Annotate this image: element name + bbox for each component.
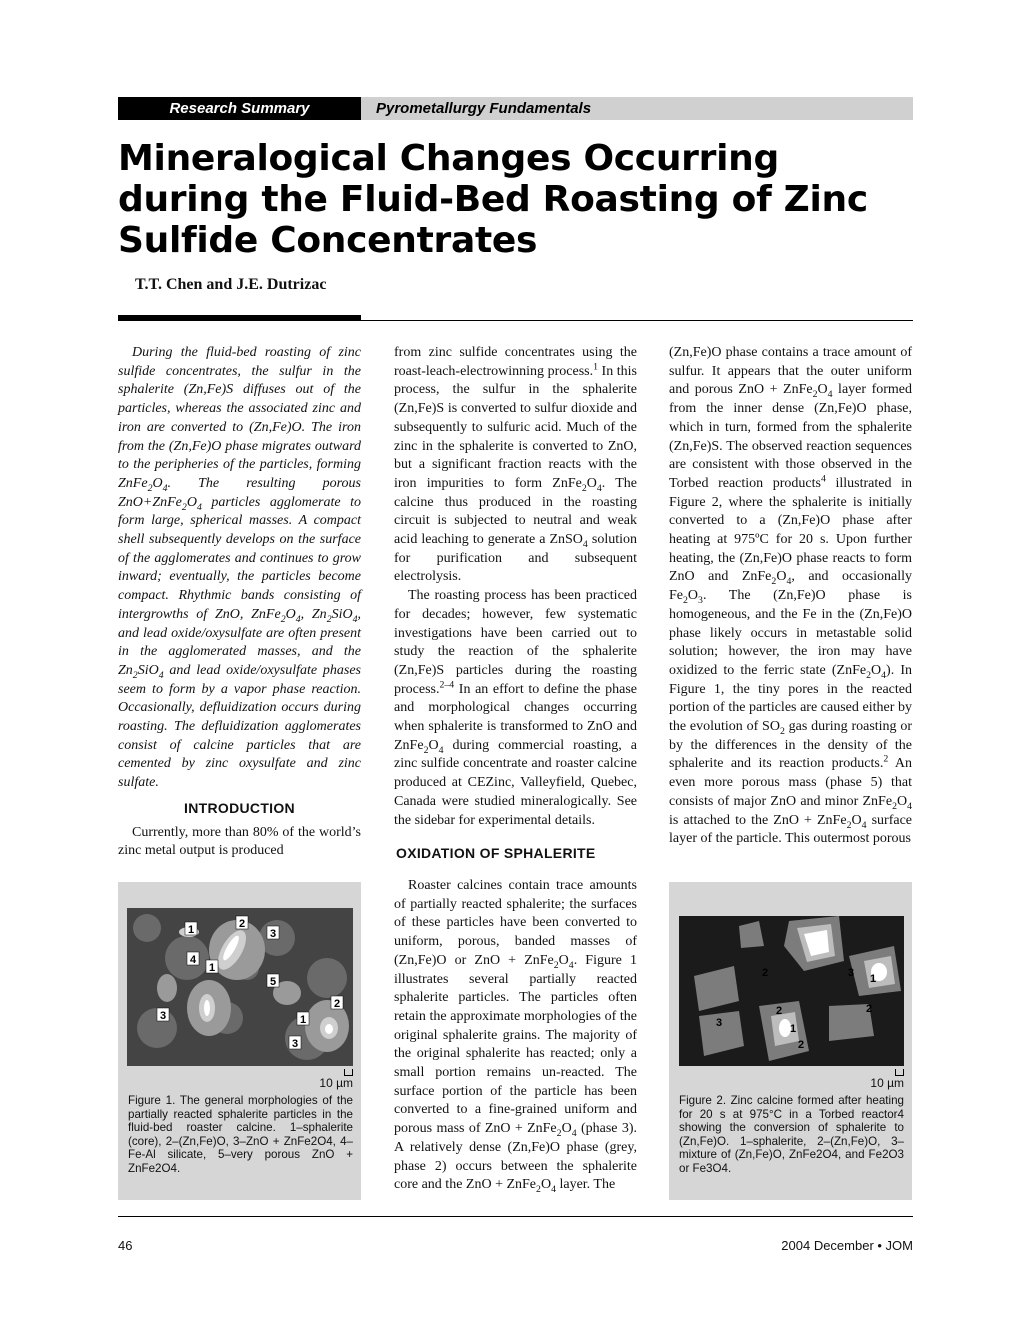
scale-bar: [344, 1069, 353, 1076]
fig2-label: 3: [847, 967, 855, 979]
heading-oxidation: OXIDATION OF SPHALERITE: [396, 845, 596, 862]
title-rule-thick: [118, 315, 361, 321]
figure-1-scale: 10 µm: [319, 1076, 353, 1090]
fig1-label: 4: [189, 954, 197, 966]
fig1-label: 5: [269, 976, 277, 988]
column-2: [394, 344, 637, 1195]
intro-continued: from zinc sulfide concentrates using the roast-leach-electrowinning process.$^1$ In this process, the sulfur in the sphalerite (Zn,Fe)S is converted to sulfur dioxide and subsequently to sulfuric acid. Much of the zinc in the sphalerite is converted to ZnO, but a significant fraction reacts with the iron impurities to form $ZnFe_2O_4$. The calcine thus produced in the roasting circuit is subjected to neutral and weak acid leaching to generate a ZnSO$_4$ solution for purification and subsequent electrolysis.: [394, 345, 638, 585]
fig1-label: 3: [269, 928, 277, 940]
fig1-label: 1: [187, 924, 195, 936]
article-title: Mineralogical Changes Occurring during the Fluid-Bed Roasting of Zinc Sulfide Concentrates: [118, 138, 868, 261]
scale-bar: [895, 1069, 904, 1076]
heading-introduction: INTRODUCTION: [184, 799, 295, 816]
fig1-label: 3: [291, 1038, 299, 1050]
oxidation-continued: (Zn,Fe)O phase contains a trace amount of sulfur. It appears that the outer uniform and porous ZnO + $ZnFe_2O_4$ layer formed from the inner dense (Zn,Fe)O phase, which in turn, formed from the sphalerite (Zn,Fe)S. The observed reaction sequences are consistent with those observed in the Torbed reaction products$^4$ illustrated in Figure 2, where the sphalerite is initially converted to a (Zn,Fe)O phase after heating at 975ºC for 20 s. Upon further heating, the (Zn,Fe)O phase reacts to form ZnO and $ZnFe_2O_4$, and occasionally $Fe_2O_3$. The (Zn,Fe)O phase is homogeneous, and the Fe in the (Zn,Fe)O phase likely occurs in metastable solid solution; however, the iron may have oxidized to the ferric state $(ZnFe_2O_4)$. In Figure 1, the tiny pores in the reacted portion of the particles are caused either by the evolution of $SO_2$ gas during roasting or by the differences in the density of the sphalerite and its reaction products.$^2$ An even more porous mass (phase 5) that consists of major ZnO and minor $ZnFe_2O_4$ is attached to the ZnO + $ZnFe_2O_4$ surface layer of the particle. This outermost porous: [669, 345, 913, 847]
figure-2-micrograph: [679, 916, 904, 1066]
fig2-label: 1: [869, 973, 877, 985]
abstract: During the fluid-bed roasting of zinc sulfide concentrates, the sulfur in the sphalerite (Zn,Fe)S diffuses out of the particles, whereas the associated zinc and iron are converted to (Zn,Fe)O. The iron from the (Zn,Fe)O phase migrates outward to the peripheries of the particles, forming $ZnFe_2O_4$. The resulting porous $ZnO+ZnFe_2O_4$ particles agglomerate to form large, spherical masses. A compact shell subsequently develops on the surface of the agglomerates and continues to grow inward; eventually, the particles become compact. Rhythmic bands consisting of intergrowths of ZnO, $ZnFe_2O_4$, $Zn_2SiO_4$, and lead oxide/oxysulfate are often present in the agglomerated masses, and the $Zn_2SiO_4$ and lead oxide/oxysulfate phases seem to form by a vapor phase reaction. Occasionally, defluidization occurs during roasting. The defluidization agglomerates consist of calcine particles that are cemented by zinc oxysulfate and zinc sulfate.: [118, 345, 361, 791]
section-header-bar: [118, 97, 913, 120]
intro-paragraph: Currently, more than 80% of the world’s zinc metal output is produced: [118, 824, 361, 859]
fig1-label: 1: [299, 1014, 307, 1026]
figure-1-caption: Figure 1. The general morphologies of the partially reacted sphalerite particles in the fluid-bed roaster calcine. 1–sphalerite (core), 2–(Zn,Fe)O, 3–ZnO + ZnFe2O4, 4–Fe-Al silicate, 5–very porous ZnO + ZnFe2O4.: [128, 1094, 353, 1175]
topic-label: Pyrometallurgy Fundamentals: [376, 100, 592, 117]
fig2-label: 1: [789, 1023, 797, 1035]
fig1-label: 2: [333, 998, 341, 1010]
column-3: [669, 344, 912, 849]
oxidation-paragraph: Roaster calcines contain trace amounts of partially reacted sphalerite; the surfaces of these particles have been converted to uniform, porous, banded masses of (Zn,Fe)O or ZnO + $ZnFe_2O_4$. Figure 1 illustrates several partially reacted sphalerite particles. The particles often retain the approximate morphologies of the original sphalerite grains. The majority of the original sphalerite has reacted; only a small portion remains un-reacted. The surface portion of the particle has been converted to a fine-grained uniform and porous mass of ZnO + $ZnFe_2O_4$ (phase 3). A relatively dense (Zn,Fe)O phase (grey, phase 2) occurs between the sphalerite core and the ZnO + $ZnFe_2O_4$ layer. The: [394, 877, 637, 1196]
intro-paragraph-2: The roasting process has been practiced for decades; however, few systematic investigations have been carried out to study the reaction of the sphalerite (Zn,Fe)S particles during the roasting process.$^{2-4}$ In an effort to define the phase and morphological changes occurring when sphalerite is transformed to ZnO and $ZnFe_2O_4$ during commercial roasting, a zinc sulfide concentrate and roaster calcine produced at CEZinc, Valleyfield, Quebec, Canada were studied mineralogically. See the sidebar for experimental details.: [394, 588, 637, 828]
fig2-label: 2: [775, 1005, 783, 1017]
fig2-label: 2: [797, 1039, 805, 1051]
authors: T.T. Chen and J.E. Dutrizac: [135, 276, 327, 293]
column-1: [118, 344, 361, 861]
figure-1-micrograph: [127, 908, 353, 1066]
fig2-label: 2: [865, 1003, 873, 1015]
figure-1: [118, 882, 361, 1200]
fig1-label: 2: [238, 918, 246, 930]
issue-label: 2004 December • JOM: [781, 1238, 913, 1253]
page-number: 46: [118, 1238, 133, 1253]
fig2-label: 3: [715, 1017, 723, 1029]
fig2-label: 2: [761, 967, 769, 979]
fig1-label: 3: [159, 1010, 167, 1022]
figure-2: [669, 882, 912, 1200]
fig1-label: 1: [208, 962, 216, 974]
figure-2-caption: Figure 2. Zinc calcine formed after heating for 20 s at 975°C in a Torbed reactor4 showing the conversion of sphalerite to (Zn,Fe)O. 1–sphalerite, 2–(Zn,Fe)O, 3–mixture of (Zn,Fe)O, ZnFe2O4, and Fe2O3 or Fe3O4.: [679, 1094, 904, 1175]
section-label: Research Summary: [118, 97, 361, 120]
title-rule-thin: [361, 320, 913, 321]
footer-rule: [118, 1216, 913, 1217]
figure-2-scale: 10 µm: [870, 1076, 904, 1090]
